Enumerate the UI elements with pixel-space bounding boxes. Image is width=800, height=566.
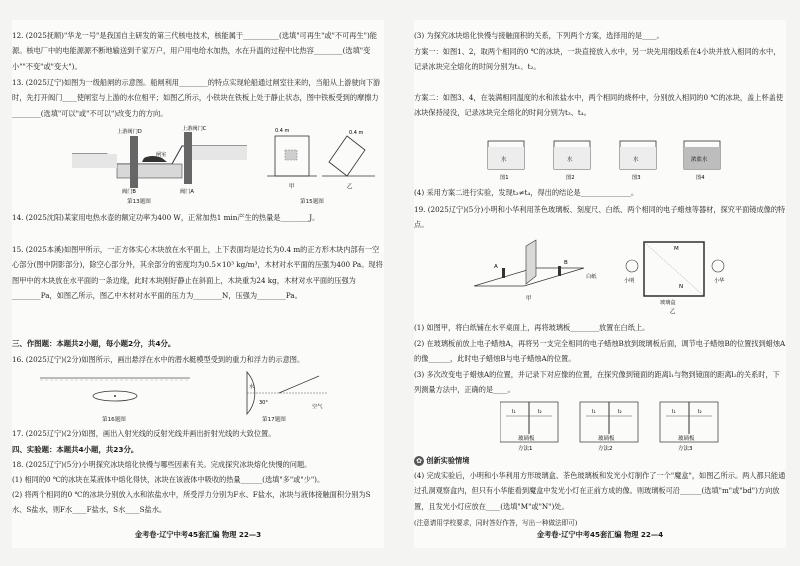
question-18-4: (4) 采用方案二进行实验，发现t₃≠t₄，得出的结论是______________。 bbox=[414, 188, 639, 197]
label-chamber: 闸室 bbox=[156, 152, 167, 158]
fig16-caption: 第16题图 bbox=[102, 417, 126, 423]
question-18-1: (1) 相同的0 ℃的冰块在某液体中熔化得快，冰块在该液体中吸收的热量______(选填"多"或"少")。 bbox=[12, 475, 325, 484]
fig3-caption: 图3 bbox=[632, 175, 641, 181]
label-gate-d: 上游阀门D bbox=[117, 129, 142, 135]
fig2-caption: 图2 bbox=[566, 175, 575, 181]
question-12: 12. (2025抚顺)"华龙一号"是我国自主研发的第三代核电技术，核能属于__________(选填"可再生"或"不可再生")能源。核电厂中的电能源源不断地输送到千家万户，用户用电给水加热，水在升温的过程中比热容________(选填"变小""不变"或"变大")。 bbox=[12, 31, 377, 71]
method-2: 方法2 bbox=[598, 446, 613, 452]
fig15-caption: 第15题图 bbox=[300, 199, 324, 205]
dim-b: 0.4 m bbox=[349, 130, 364, 136]
fig17-water: 水 bbox=[249, 384, 255, 390]
fig1-caption: 图1 bbox=[500, 175, 509, 181]
fig4-caption: 图4 bbox=[696, 175, 705, 181]
paper-label: 白纸 bbox=[586, 274, 597, 280]
beaker3-label: 水 bbox=[633, 157, 639, 163]
label-gate-c: 上游阀门C bbox=[182, 126, 207, 132]
dim-a: 0.4 m bbox=[275, 128, 290, 134]
method-1: 方法1 bbox=[518, 446, 533, 452]
figure-19-methods bbox=[500, 400, 720, 452]
fig19-jia: 甲 bbox=[526, 296, 532, 302]
label-valve-b: 阀门B bbox=[122, 189, 136, 194]
innovation-icon: ✿ bbox=[414, 456, 424, 466]
m2-l2: l₂ bbox=[618, 409, 622, 415]
beaker2-label: 水 bbox=[567, 157, 573, 163]
m2-glass: 玻璃板 bbox=[598, 436, 615, 442]
point-m: M bbox=[674, 246, 679, 252]
m1-l2: l₂ bbox=[538, 409, 542, 415]
label-jia: 甲 bbox=[289, 184, 295, 190]
innovation-heading bbox=[414, 453, 786, 468]
point-n: N bbox=[679, 284, 684, 290]
right-page bbox=[414, 20, 786, 548]
m1-glass: 玻璃板 bbox=[518, 436, 535, 442]
plan-one: 方案一：如图1、2，取两个相同的0 ℃的冰块，一块直接放入水中，另一块先用细线系在4小块并放入相同的水中，记录冰块完全熔化的时间分别为t₁、t₂。 bbox=[414, 47, 781, 72]
m3-l2: l₂ bbox=[698, 409, 702, 415]
figure-17-refraction bbox=[237, 368, 337, 418]
m2-l1: l₁ bbox=[592, 409, 596, 415]
question-15: 15. (2025本溪)如图甲所示，一正方体实心木块放在水平面上，上下表面均是边长为0.4 m的正方形木块内部有一空心部分(图中阴影部分)，除空心部分外，其余部分的密度均为0.5×10³ kg/m³，木材对水平面的压强为400 Pa。现将图甲中的木块放在水平面的一条边缘，此时木块刚好静止在斜面上，木块重为24 kg，木材对水平面的压强为________Pa，如图乙所示，图乙中木材对水平面的压力为________N，压强为________Pa。 bbox=[12, 245, 383, 301]
section-4-title: 四、实验题：本题共4小题，共23分。 bbox=[12, 445, 139, 454]
label-glass-box: 玻璃盒 bbox=[660, 300, 676, 306]
label-xiaohua: 小华 bbox=[714, 278, 725, 284]
question-14: 14. (2025沈阳)某家用电热水壶的额定功率为400 W，正常加热1 min产生的热量是________J。 bbox=[12, 213, 320, 222]
question-19-3: (3) 多次改变电子蜡烛A的位置，并记录下对应像的位置，在探究像到镜面的距离l₁与物到镜面的距离l₂的关系时，下列测量方法中，正确的是____。 bbox=[414, 370, 780, 395]
left-page bbox=[12, 20, 384, 548]
fig17-angle: 30° bbox=[259, 400, 268, 406]
question-18: 18. (2025辽宁)(5分)小明探究冰块熔化快慢与哪些因素有关。完成探究冰块熔化快慢的问题。 bbox=[12, 460, 312, 469]
figure-16-submarine bbox=[40, 372, 190, 412]
label-xiaoming: 小明 bbox=[624, 278, 635, 284]
beaker1-label: 水 bbox=[501, 157, 507, 163]
candle-a: A bbox=[494, 264, 498, 270]
question-18-2: (2) 将两个相同的0 ℃的冰块分别放入水和浓盐水中，所受浮力分别为F水、F盐水，冰块与液体接触面积分别为S水、S盐水，则F水____F盐水，S水____S盐水。 bbox=[12, 490, 371, 515]
question-17: 17. (2025辽宁)(2分)如图，画出入射光线的反射光线并画出折射光线的大致位置。 bbox=[12, 429, 276, 438]
m1-l1: l₁ bbox=[512, 409, 516, 415]
fig19-yi: 乙 bbox=[670, 309, 676, 315]
figure-19-mirror bbox=[474, 238, 744, 316]
figure-18-beakers bbox=[484, 135, 724, 183]
figure-13-lock bbox=[72, 124, 247, 194]
question-16: 16. (2025辽宁)(2分)如图所示，画出悬浮在水中的潜水艇模型受到的重力和浮力的示意图。 bbox=[12, 355, 305, 364]
question-19: 19. (2025辽宁)(5分)小明和小华利用茶色玻璃板、刻度尺、白纸、两个相同的电子蜡烛等器材，探究平面镜成像的特点。 bbox=[414, 205, 786, 230]
method-3: 方法3 bbox=[678, 446, 693, 452]
question-19-4: (4) 完成实验后，小明和小华利用方形玻璃盒、茶色玻璃板和发光小灯制作了一个"魔盒"，如图乙所示。两人都只能通过孔洞观察盒内，但只有小华能看到魔盒中发光小灯在正前方成的像。则玻璃板可沿______(选填"m"或"bd")方向放置，且发光小灯应放在____(选填"M"或"N")处。 bbox=[414, 471, 786, 511]
answer-note: (注意请用学校要求，同时答好作答，写出一种做法即可) bbox=[414, 519, 578, 527]
plan-two: 方案二：如图3、4，在装满相同温度的水和浓盐水中，两个相同的烧杯中，分别放入相同的0 ℃的冰块，盖上杯盖使冰块保持浸没，记录冰块完全熔化的时间分别为t₃、t₄。 bbox=[414, 93, 784, 118]
question-13: 13. (2025辽宁)如图为一级船闸的示意图。船闸利用________的特点实现轮船通过闸室往来的，当船从上游驶向下游时，先打开阀门____使闸室与上游的水位相平；如图乙所示，小铁块在铁板上处于静止状态，图中铁板受到的摩擦力________(选填"可以"或"不可以")改变力的方向。 bbox=[12, 78, 381, 118]
question-19-2: (2) 在玻璃板前放上电子蜡烛A，再将另一支完全相同的电子蜡烛B放到玻璃板后面，调节电子蜡烛B的位置找到蜡烛A的像______，此时电子蜡烛B与电子蜡烛A的位置。 bbox=[414, 339, 786, 364]
fig13-caption: 第13题图 bbox=[127, 199, 151, 205]
fig17-air: 空气 bbox=[312, 404, 323, 410]
question-18-3: (3) 为探究冰块熔化快慢与接触面积的关系，下列两个方案，选择用的是____。 bbox=[414, 31, 664, 40]
section-3-title: 三、作图题：本题共2小题，每小题2分，共4分。 bbox=[12, 339, 176, 348]
candle-b: B bbox=[564, 260, 568, 266]
m3-glass: 玻璃板 bbox=[678, 436, 695, 442]
beaker4-label: 浓盐水 bbox=[691, 157, 708, 163]
right-page-footer: 金考卷·辽宁中考45套汇编 物理 22—4 bbox=[536, 530, 664, 539]
question-19-1: (1) 如图甲，将白纸铺在水平桌面上，再将玻璃板________放置在白纸上。 bbox=[414, 323, 650, 332]
left-page-footer: 金考卷·辽宁中考45套汇编 物理 22—3 bbox=[134, 530, 262, 539]
innovation-label: 创新实验情境 bbox=[426, 456, 470, 465]
m3-l1: l₁ bbox=[672, 409, 676, 415]
label-yi: 乙 bbox=[347, 184, 353, 190]
figure-15-block bbox=[267, 124, 377, 196]
fig17-caption: 第17题图 bbox=[262, 417, 286, 423]
label-valve-a: 阀门A bbox=[180, 189, 194, 194]
